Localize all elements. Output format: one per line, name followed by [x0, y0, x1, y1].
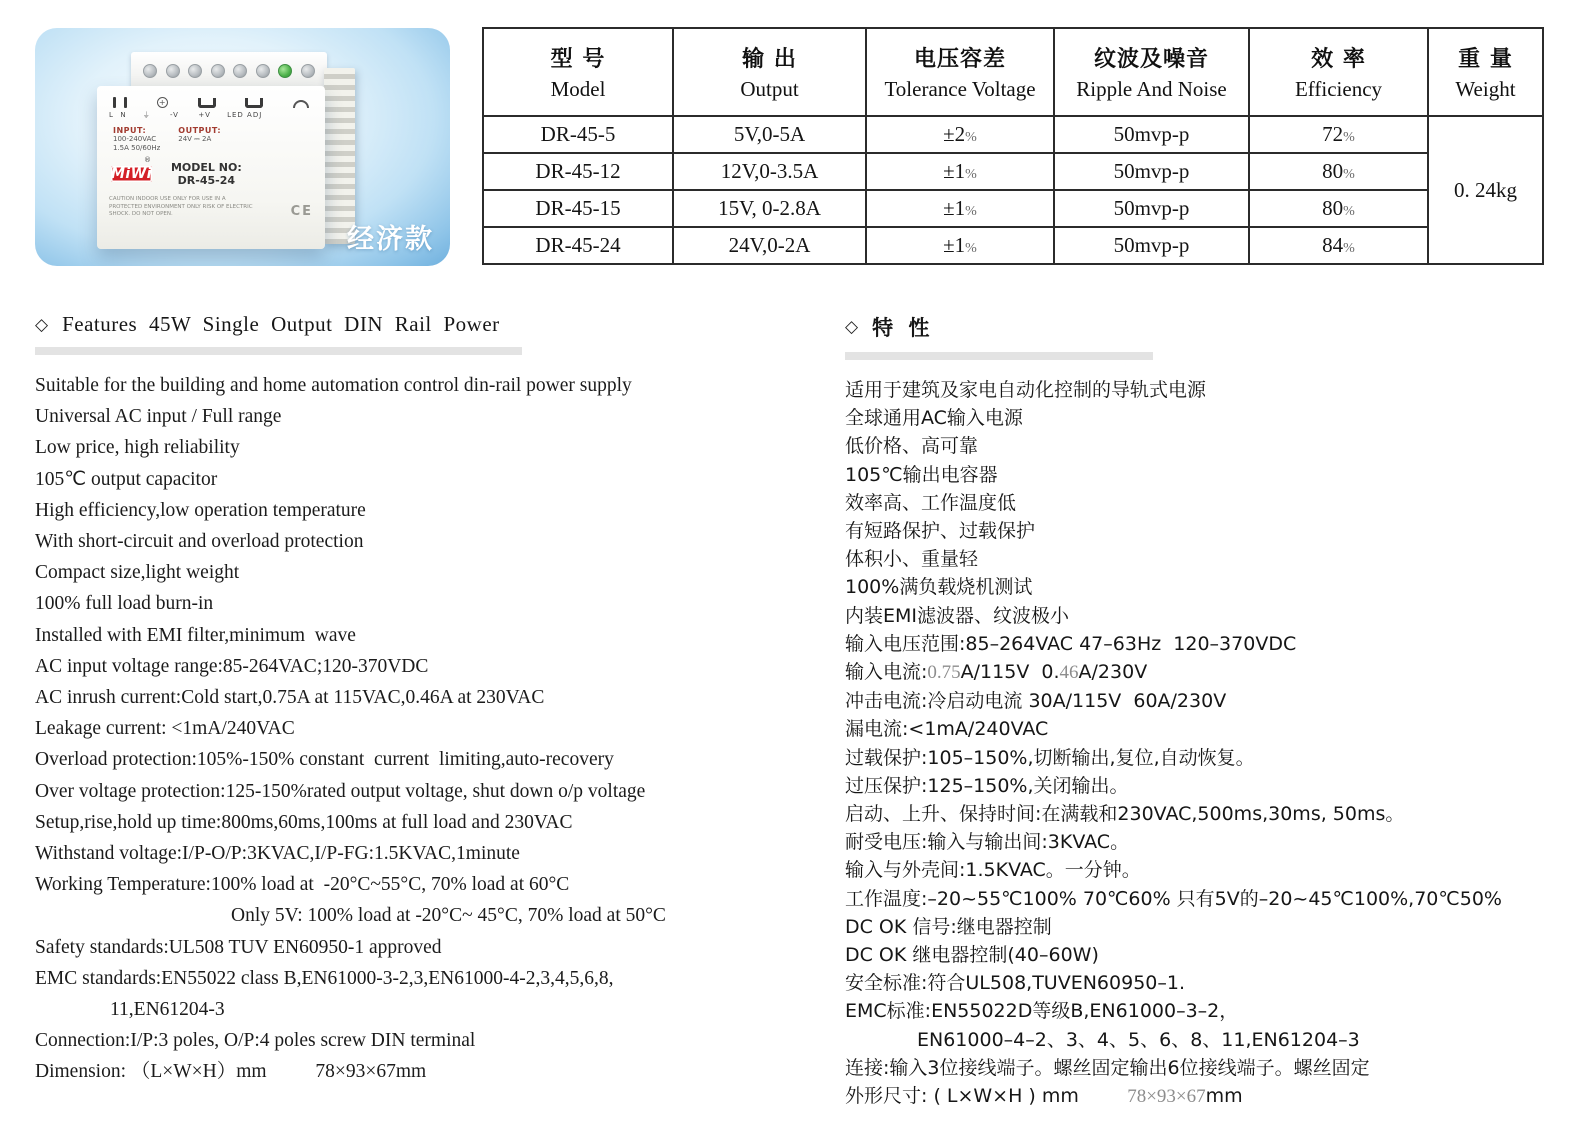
table-row	[483, 153, 1543, 190]
terminal-screw	[143, 64, 157, 78]
terminal-strip	[131, 52, 327, 90]
efficiency-value: 72	[1322, 122, 1344, 146]
efficiency-value: 80	[1322, 196, 1344, 220]
tolerance-value: ±1	[943, 196, 966, 220]
features-section-zh	[845, 312, 1573, 1111]
feature-line: With short-circuit and overload protection	[35, 531, 364, 553]
cell-efficiency	[1249, 153, 1428, 190]
spec-table-wrapper	[482, 27, 1544, 265]
percent-sign: %	[965, 130, 977, 145]
feature-line: 连接:输入3位接线端子。螺丝固定输出6位接线端子。螺丝固定	[845, 1056, 1370, 1079]
line-segment: mm	[1205, 1085, 1243, 1108]
cell-model: DR-45-24	[483, 227, 673, 264]
feature-line: Working Temperature:100% load at -20°C~55°C, 70% load at 60°C	[35, 874, 570, 896]
cell-ripple: 50mvp-p	[1054, 153, 1249, 190]
feature-line: 11,EN61204-3	[110, 999, 225, 1021]
line-segment: 输入电流:	[845, 661, 928, 684]
caution-line: SHOCK. DO NOT OPEN.	[109, 211, 173, 217]
output-rating	[178, 126, 221, 153]
section-rule	[35, 347, 522, 355]
header-output	[673, 28, 866, 116]
model-value: DR-45-24	[177, 174, 236, 187]
header-efficiency-en: Efficiency	[1294, 77, 1383, 101]
table-row	[483, 116, 1543, 153]
cell-efficiency	[1249, 227, 1428, 264]
power-led-indicator	[278, 64, 292, 78]
header-ripple	[1054, 28, 1249, 116]
caution-area	[107, 196, 315, 219]
efficiency-value: 80	[1322, 159, 1344, 183]
cell-output: 24V,0-2A	[673, 227, 866, 264]
feature-line: Suitable for the building and home automation control din-rail power supply	[35, 375, 632, 396]
header-model-zh: 型 号	[550, 47, 606, 72]
line-segment-gray: 78×93×67	[1127, 1086, 1206, 1108]
model-number	[171, 161, 242, 187]
feature-line: Installed with EMI filter,minimum wave	[35, 624, 356, 646]
section-title-zh: 特 性	[872, 316, 934, 340]
percent-sign: %	[1343, 167, 1355, 182]
feature-line: DC OK 信号:继电器控制	[845, 915, 1052, 938]
brand-logo: MiWi	[111, 165, 152, 182]
features-section-en	[35, 312, 757, 1088]
cell-output: 12V,0-3.5A	[673, 153, 866, 190]
percent-sign: %	[1343, 241, 1355, 256]
feature-line: 耐受电压:输入与输出间:3KVAC。	[845, 831, 1130, 854]
feature-line: Connection:I/P:3 poles, O/P:4 poles screw DIN terminal	[35, 1030, 476, 1052]
spec-table	[482, 27, 1544, 265]
cell-tolerance	[866, 116, 1054, 153]
terminal-screw	[211, 64, 225, 78]
line-segment-gray: 46	[1059, 662, 1079, 684]
cell-tolerance	[866, 190, 1054, 227]
economy-model-badge: 经济款	[347, 224, 434, 255]
feature-line: 适用于建筑及家电自动化控制的导轨式电源	[845, 379, 1207, 401]
feature-line: 105℃输出电容器	[845, 463, 998, 486]
cell-model: DR-45-12	[483, 153, 673, 190]
output-label: OUTPUT:	[178, 126, 222, 135]
percent-sign: %	[1343, 130, 1355, 145]
feature-list-zh	[845, 376, 1573, 1111]
feature-line: AC inrush current:Cold start,0.75A at 115VAC,0.46A at 230VAC	[35, 687, 545, 709]
feature-line: 过载保护:105–150%,切断输出,复位,自动恢复。	[845, 746, 1255, 769]
registered-mark: ®	[143, 155, 151, 164]
input-value-2: 1.5A 50/60Hz	[113, 144, 161, 152]
feature-line: 冲击电流:冷启动电流 30A/115V 60A/230V	[845, 690, 1227, 713]
feature-line: Safety standards:UL508 TUV EN60950-1 approved	[35, 936, 442, 958]
feature-line: High efficiency,low operation temperature	[35, 499, 366, 521]
header-ripple-en: Ripple And Noise	[1076, 77, 1227, 101]
input-slots	[113, 97, 127, 108]
feature-line: Universal AC input / Full range	[35, 406, 282, 428]
cell-tolerance	[866, 153, 1054, 190]
ce-mark: CE	[290, 203, 313, 219]
header-efficiency-zh: 效 率	[1311, 47, 1366, 72]
feature-line: DC OK 继电器控制(40–60W)	[845, 944, 1099, 967]
features-header-en	[35, 312, 757, 337]
percent-sign: %	[965, 241, 977, 256]
feature-line: Leakage current: <1mA/240VAC	[35, 718, 295, 740]
ground-terminal-icon: +	[157, 97, 168, 108]
cell-output: 15V, 0-2.8A	[673, 190, 866, 227]
feature-line: 100% full load burn-in	[35, 593, 214, 615]
io-ratings	[107, 126, 315, 153]
header-ripple-zh: 纹波及噪音	[1093, 47, 1209, 72]
feature-line: Dimension: （L×W×H）mm 78×93×67mm	[35, 1061, 427, 1083]
header-output-en: Output	[740, 77, 799, 101]
percent-sign: %	[965, 204, 977, 219]
header-tolerance-en: Tolerance Voltage	[884, 77, 1036, 101]
feature-line	[845, 658, 1573, 687]
terminal-screw	[188, 64, 202, 78]
feature-line: Only 5V: 100% load at -20°C~ 45°C, 70% load at 50°C	[231, 905, 666, 927]
feature-line: 漏电流:<1mA/240VAC	[845, 718, 1049, 741]
terminal-screw	[233, 64, 247, 78]
header-tolerance	[866, 28, 1054, 116]
table-header-row	[483, 28, 1543, 116]
percent-sign: %	[965, 167, 977, 182]
feature-line: EN61000–4–2、3、4、5、6、8、11,EN61204–3	[917, 1028, 1360, 1051]
feature-line: Overload protection:105%-150% constant current limiting,auto-recovery	[35, 749, 614, 771]
feature-line: 体积小、重量轻	[845, 548, 979, 571]
table-row	[483, 227, 1543, 264]
feature-line: Setup,rise,hold up time:800ms,60ms,100ms at full load and 230VAC	[35, 811, 573, 833]
header-tolerance-zh: 电压容差	[913, 47, 1006, 72]
feature-line: 输入与外壳间:1.5KVAC。一分钟。	[845, 859, 1141, 882]
plus-v-slot	[245, 98, 263, 108]
diamond-icon: ◇	[845, 317, 859, 337]
cell-model: DR-45-5	[483, 116, 673, 153]
feature-line	[845, 1082, 1573, 1111]
header-weight-zh: 重 量	[1458, 47, 1513, 72]
header-efficiency	[1249, 28, 1428, 116]
feature-list-en	[35, 370, 757, 1088]
feature-line: 启动、上升、保持时间:在满载和230VAC,500ms,30ms, 50ms。	[845, 803, 1405, 826]
device-front-panel	[97, 86, 325, 249]
input-label: INPUT:	[113, 126, 147, 135]
feature-line: EMC标准:EN55022D等级B,EN61000–3–2，	[845, 1000, 1239, 1023]
tolerance-value: ±1	[943, 159, 966, 183]
feature-line: 105℃ output capacitor	[35, 468, 218, 490]
feature-line: 有短路保护、过载保护	[845, 520, 1036, 543]
header-model-en: Model	[550, 77, 606, 101]
header-weight	[1428, 28, 1543, 116]
feature-line: Low price, high reliability	[35, 437, 240, 459]
cell-ripple: 50mvp-p	[1054, 116, 1249, 153]
cell-ripple: 50mvp-p	[1054, 190, 1249, 227]
terminal-screw	[256, 64, 270, 78]
model-label: MODEL NO:	[170, 161, 242, 174]
cell-output: 5V,0-5A	[673, 116, 866, 153]
feature-line: 100%满负载烧机测试	[845, 576, 1033, 599]
brand-row	[107, 155, 315, 187]
feature-line: Compact size,light weight	[35, 562, 240, 584]
section-rule	[845, 352, 1153, 360]
percent-sign: %	[1343, 204, 1355, 219]
input-value-1: 100-240VAC	[113, 135, 157, 143]
line-segment-gray: 0.75	[927, 662, 961, 684]
terminal-slots	[107, 94, 315, 108]
feature-line: 工作温度:–20~55℃100% 70℃60% 只有5V的–20~45℃100%,70℃50%	[845, 887, 1502, 910]
cell-model: DR-45-15	[483, 190, 673, 227]
feature-line: 过压保护:125–150%,关闭输出。	[845, 774, 1129, 797]
terminal-screw	[166, 64, 180, 78]
feature-line: 内装EMI滤波器、纹波极小	[845, 604, 1070, 627]
adjust-dial-icon	[293, 100, 309, 108]
efficiency-value: 84	[1322, 233, 1344, 257]
input-rating	[113, 126, 160, 153]
line-segment: 外形尺寸: ( L×W×H ) mm	[845, 1085, 1128, 1108]
feature-line: 效率高、工作温度低	[845, 491, 1017, 514]
feature-line: Withstand voltage:I/P-O/P:3KVAC,I/P-FG:1.5KVAC,1minute	[35, 843, 520, 865]
terminal-labels: L N ⏚ -V +V LED ADJ	[109, 111, 263, 119]
product-photo	[35, 28, 450, 266]
header-weight-en: Weight	[1455, 77, 1516, 101]
caution-text	[109, 196, 253, 219]
minus-v-slot	[198, 98, 216, 108]
caution-line: CAUTION INDOOR USE ONLY FOR USE IN A	[109, 196, 226, 202]
feature-line: 输入电压范围:85–264VAC 47–63Hz 120–370VDC	[845, 632, 1297, 655]
header-model	[483, 28, 673, 116]
cell-tolerance	[866, 227, 1054, 264]
feature-line: 全球通用AC输入电源	[845, 407, 1023, 430]
caution-line: PROTECTED ENVIRONMENT ONLY RISK OF ELECTRIC	[109, 203, 253, 210]
diamond-icon: ◇	[35, 314, 49, 335]
line-segment: A/230V	[1078, 661, 1148, 684]
terminal-screw	[301, 64, 315, 78]
feature-line: AC input voltage range:85-264VAC;120-370VDC	[35, 655, 429, 677]
tolerance-value: ±2	[943, 122, 966, 146]
table-row	[483, 190, 1543, 227]
feature-line: EMC standards:EN55022 class B,EN61000-3-2,3,EN61000-4-2,3,4,5,6,8,	[35, 967, 614, 989]
line-segment: A/115V 0.	[960, 661, 1060, 684]
feature-line: Over voltage protection:125-150%rated output voltage, shut down o/p voltage	[35, 780, 646, 802]
cell-efficiency	[1249, 190, 1428, 227]
section-title-en: Features 45W Single Output DIN Rail Power	[62, 312, 500, 336]
feature-line: 低价格、高可靠	[845, 435, 979, 458]
tolerance-value: ±1	[943, 233, 966, 257]
cell-efficiency	[1249, 116, 1428, 153]
feature-line: 安全标准:符合UL508,TUVEN60950–1.	[845, 972, 1185, 995]
header-output-zh: 输 出	[742, 47, 797, 72]
cell-ripple: 50mvp-p	[1054, 227, 1249, 264]
output-value: 24V ⎓ 2A	[178, 135, 212, 143]
features-header-zh	[845, 312, 1573, 342]
cell-weight: 0. 24kg	[1428, 116, 1543, 264]
